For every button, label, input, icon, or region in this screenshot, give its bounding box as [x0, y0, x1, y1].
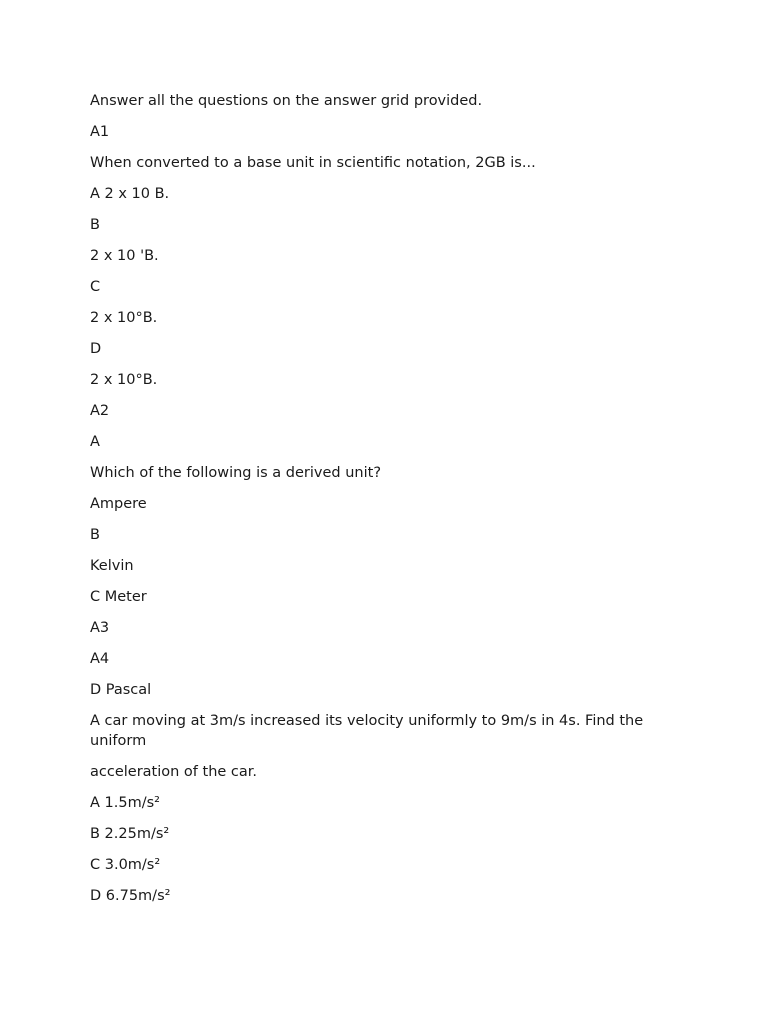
question-number: A1	[90, 124, 110, 140]
question-number: A3	[90, 620, 110, 636]
option-letter: D	[90, 341, 102, 357]
answer-option: 2 x 10 'B.	[90, 248, 159, 264]
option-letter: B	[90, 527, 100, 543]
answer-option: B 2.25m/s²	[90, 826, 170, 842]
document-page	[90, 91, 690, 917]
option-letter: C	[90, 279, 101, 295]
question-text: When converted to a base unit in scientific notation, 2GB is...	[90, 155, 536, 171]
question-number: A4	[90, 651, 110, 667]
option-letter: B	[90, 217, 100, 233]
question-text: acceleration of the car.	[90, 764, 258, 780]
answer-option: D Pascal	[90, 682, 152, 698]
answer-option: C Meter	[90, 589, 147, 605]
answer-option: C 3.0m/s²	[90, 857, 161, 873]
answer-option: D 6.75m/s²	[90, 888, 171, 904]
instruction-text: Answer all the questions on the answer grid provided.	[90, 93, 483, 109]
answer-option: Ampere	[90, 496, 147, 512]
answer-option: A 2 x 10 B.	[90, 186, 170, 202]
answer-option: A 1.5m/s²	[90, 795, 160, 811]
answer-option: 2 x 10°B.	[90, 372, 158, 388]
answer-option: Kelvin	[90, 558, 134, 574]
question-text: Which of the following is a derived unit?	[90, 465, 382, 481]
option-letter: A	[90, 434, 100, 450]
answer-option: 2 x 10°B.	[90, 310, 158, 326]
question-text: A car moving at 3m/s increased its velocity uniformly to 9m/s in 4s. Find the uniform	[90, 713, 644, 749]
question-number: A2	[90, 403, 110, 419]
